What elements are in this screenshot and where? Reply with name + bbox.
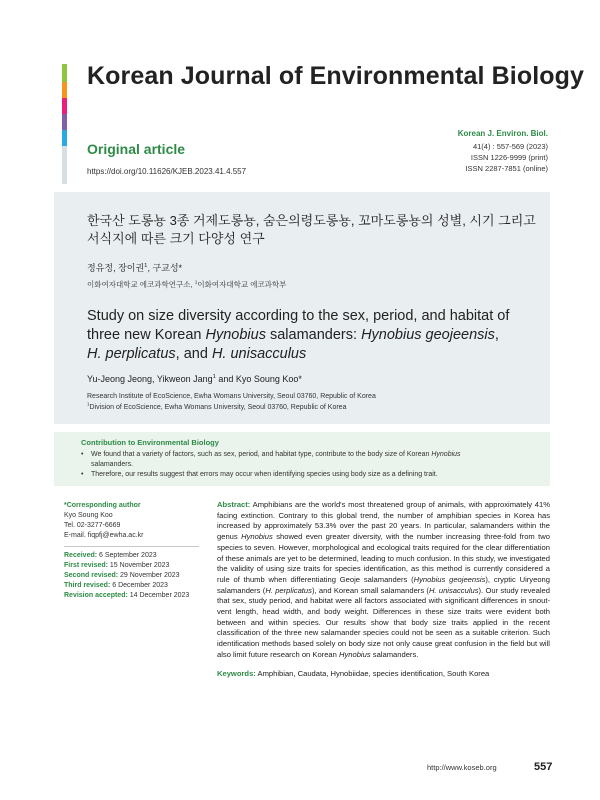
affiliation-2-sup: 1 (87, 401, 90, 407)
article-type: Original article (87, 141, 186, 157)
issn-print: ISSN 1226-9999 (print) (470, 153, 548, 162)
abstract-text: ), cryptic Uiryeong salamanders ( (217, 574, 550, 595)
footer-url[interactable]: http://www.koseb.org (427, 763, 497, 772)
korean-authors-sup: 1 (144, 263, 148, 269)
en-title-part: , (494, 327, 499, 343)
korean-affil-part2: 이화여자대학교 에코과학부 (197, 280, 287, 289)
abstract-text: showed even greater diversity, with the number increasing three-fold from two species to seven. However, morphological and ecological traits required for the clear differentiation of these animals are yet to be determined, leading to much confusion. In this study, we investigated the validity of using size traits for species identification, as this method is currently considered a rule of thumb when differentiating Geoje salamanders ( (217, 532, 550, 584)
color-bar-segment (62, 130, 67, 146)
abstract-italic: Hynobius (338, 649, 371, 659)
issn-online: ISSN 2287-7851 (online) (465, 164, 548, 173)
affiliation-2-text: Division of EcoScience, Ewha Womans University, Seoul 03760, Republic of Korea (89, 404, 347, 411)
korean-title: 한국산 도롱뇽 3종 거제도롱뇽, 숨은의령도롱뇽, 꼬마도롱뇽의 성별, 시기 그리고 서식지에 따른 크기 다양성 연구 (87, 213, 536, 246)
volume-pages: 41(4) : 557-569 (2023) (472, 142, 548, 151)
korean-affil-sup: 1 (194, 280, 198, 286)
en-authors-tail: and Kyo Soung Koo* (215, 374, 302, 384)
date-second-revised (64, 571, 206, 581)
abstract (217, 500, 550, 661)
date-label: Third revised: (64, 582, 111, 589)
page-number: 557 (534, 761, 553, 773)
date-label: First revised: (64, 562, 108, 569)
abstract-text: Amphibians are the world's most threatened group of animals, with approximately 41% facing extinction. Contrary to this global trend, the number of amphibian species in Korea has increased by approximately 53.3% over the past 20 years. In particular, salamanders within the genus (217, 500, 550, 542)
corresponding-heading: *Corresponding author (64, 502, 141, 509)
contribution-text: salamanders. (91, 461, 134, 468)
color-bar-segment (62, 98, 67, 114)
en-title-part: Study on size diversity according to the sex, period, and habitat of three new Korean (87, 308, 510, 343)
english-authors (87, 374, 302, 384)
color-bar-segment (62, 82, 67, 98)
citation-block (458, 128, 548, 174)
en-title-species: H. unisacculus (211, 346, 307, 362)
korean-authors-main: 정유정, 장이권 (87, 263, 145, 273)
korean-authors-tail: , 구교성* (147, 263, 183, 273)
abstract-label: Abstract: (217, 500, 251, 509)
abstract-italic: Hynobius (241, 532, 273, 542)
date-value: 15 November 2023 (107, 562, 170, 569)
en-authors-main: Yu-Jeong Jeong, Yikweon Jang (87, 374, 213, 384)
color-bar-segment (62, 146, 67, 184)
date-label: Received: (64, 552, 98, 559)
correspondence-sidebar (64, 501, 206, 601)
journal-abbreviation: Korean J. Environ. Biol. (457, 129, 548, 138)
contribution-item (81, 450, 536, 470)
abstract-italic: Hynobius geojeensis (413, 574, 486, 584)
korean-authors (87, 261, 182, 274)
date-received (64, 551, 206, 561)
date-accepted (64, 591, 206, 601)
abstract-text: ). Our study revealed that sex, study period, and habitat were all factors associated with significant differences in snout-vent length, head width, and body weight. Differences in these size traits were evident both between and within species. Our results show that body size traits applied in the recent classification of the three new salamander species could not be seen as a suitable criterion. Such identification methods based solely on body size not only cause great confusion in the field but will also limit future research on Korean (217, 585, 550, 659)
journal-color-bar (62, 64, 67, 184)
keywords (217, 669, 550, 680)
en-title-genus: Hynobius (205, 327, 266, 343)
journal-title: Korean Journal of Environmental Biology (87, 62, 585, 90)
date-value: 6 September 2023 (97, 552, 157, 559)
english-title (87, 307, 537, 364)
doi-link[interactable]: https://doi.org/10.11626/KJEB.2023.41.4.557 (87, 167, 247, 176)
date-third-revised (64, 581, 206, 591)
abstract-text: ), and Korean small salamanders ( (311, 585, 429, 595)
contribution-item: • Therefore, our results suggest that errors may occur when identifying species using body size as a defining trait. (81, 470, 536, 480)
date-value: 29 November 2023 (118, 572, 180, 579)
en-title-species: H. perplicatus (87, 346, 176, 362)
corresponding-tel: Tel. 02-3277-6669 (64, 522, 121, 529)
korean-affiliation (87, 279, 286, 290)
en-title-part: , and (175, 346, 212, 362)
sidebar-divider (64, 546, 199, 547)
keywords-text: Amphibian, Caudata, Hynobiidae, species identification, South Korea (255, 669, 490, 678)
color-bar-segment (62, 114, 67, 130)
contribution-text: We found that a variety of factors, such as sex, period, and habitat type, contribute to the body size of Korean (91, 451, 432, 458)
date-label: Revision accepted: (64, 592, 128, 599)
affiliation-2 (87, 402, 376, 413)
korean-affil-part1: 이화여자대학교 에코과학연구소, (87, 280, 195, 289)
abstract-text: salamanders. (370, 649, 419, 659)
corresponding-email[interactable]: E-mail. fiqpfj@ewha.ac.kr (64, 532, 144, 539)
en-authors-sup: 1 (212, 374, 216, 380)
date-value: 14 December 2023 (127, 592, 190, 599)
corresponding-name: Kyo Soung Koo (64, 512, 113, 519)
en-title-part: salamanders: (265, 327, 362, 343)
affiliation-1: Research Institute of EcoScience, Ewha Womans University, Seoul 03760, Republic of Korea (87, 393, 376, 400)
en-title-species: Hynobius geojeensis (361, 327, 495, 343)
date-label: Second revised: (64, 572, 119, 579)
contribution-heading: Contribution to Environmental Biology (81, 438, 219, 447)
abstract-italic: H. perplicatus (265, 585, 312, 595)
abstract-italic: H. unisacculus (428, 585, 479, 595)
color-bar-segment (62, 64, 67, 82)
contribution-list (81, 450, 536, 480)
keywords-label: Keywords: (217, 669, 256, 678)
date-value: 6 December 2023 (110, 582, 168, 589)
date-first-revised (64, 561, 206, 571)
contribution-genus: Hynobius (431, 451, 461, 458)
english-affiliations (87, 391, 376, 413)
